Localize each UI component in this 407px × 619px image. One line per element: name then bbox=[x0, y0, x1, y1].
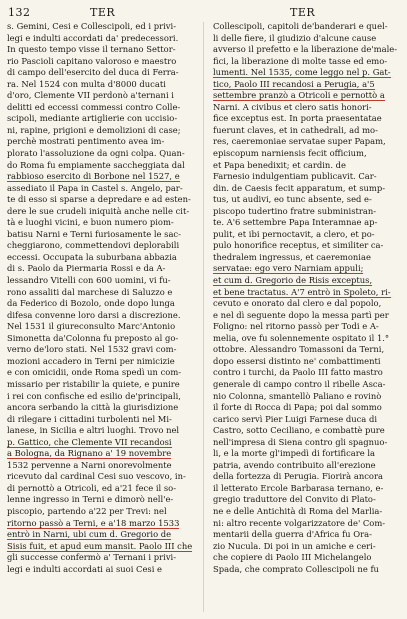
right-column-line: della fortezza di Perugia. Fiorirà ancora bbox=[213, 471, 383, 482]
right-column-line: Castro, sotto Ceciliano, e combattè pure bbox=[213, 425, 385, 436]
right-column-line: il forte di Rocca di Papa; poi dal sommo bbox=[213, 402, 382, 413]
left-column-line: dere le sue crudeli iniquità anche nelle cit- bbox=[7, 205, 190, 216]
left-column-line: In questo tempo visse il ternano Settor- bbox=[7, 44, 176, 55]
underline-annotation: p. Gattico, che Clemente VII recandosi bbox=[7, 436, 172, 447]
right-column-line bbox=[213, 90, 401, 102]
left-column-line: missario per ristabilir la quiete, e punire bbox=[7, 378, 180, 389]
left-column-line: plorato l'assoluzione da ogni colpa. Quan- bbox=[7, 148, 185, 159]
right-column-line: carico servì Pier Luigi Farnese duca di bbox=[213, 413, 378, 424]
right-column-line: fici, la liberazione di molte tasse ed emo- bbox=[213, 55, 388, 66]
right-column-line: il letterato Ercole Barbarasa ternano, e- bbox=[213, 482, 384, 493]
right-column-line bbox=[213, 263, 401, 275]
right-column-line: mentarii della guerra d'Africa fu Ora- bbox=[213, 529, 372, 540]
left-column-line bbox=[7, 529, 195, 541]
right-column-line: gregio traduttore del Convito di Plato- bbox=[213, 494, 376, 505]
left-column-line: 1532 pervenne a Narni onorevolmente bbox=[7, 459, 172, 470]
right-column-line: cevuto e onorato dal clero e dal popolo, bbox=[213, 298, 382, 309]
left-column-line: di campo dell'esercito del duca di Ferra- bbox=[7, 67, 179, 78]
left-column-line: difesa convenne loro darsi a discrezione. bbox=[7, 309, 181, 320]
right-column-line: nell'impresa di Siena contro gli spagnuo- bbox=[213, 436, 388, 447]
left-column-line: perchè mostrati pentimento avea im- bbox=[7, 136, 165, 147]
left-column-line: rio Pascioli capitano valoroso e maestro bbox=[7, 55, 177, 66]
left-column-line: ra. Nel 1524 con multa d'8000 ducati bbox=[7, 78, 166, 89]
left-column-line: cheggiarono, commettendovi deplorabili bbox=[7, 240, 180, 251]
left-column-line: mozioni accadero in Terni per nimicizie bbox=[7, 355, 175, 366]
right-column-line: pulo honorifice receptus, et similiter ca- bbox=[213, 240, 384, 251]
left-column-line: ni, rapine, prigioni e demolizioni di case; bbox=[7, 124, 181, 135]
right-column-line: e nel dì seguente dopo la messa partì per bbox=[213, 309, 389, 320]
right-column-line: ni: altro recente volgarizzatore de' Com- bbox=[213, 517, 386, 528]
right-column-line: din. de Caesis fecit apparatum, et sump- bbox=[213, 182, 386, 193]
running-head-right: TER bbox=[290, 6, 316, 19]
left-column-line: delitti ed eccessi commessi contro Colle- bbox=[7, 101, 181, 112]
left-column-line: di s. Paolo da Piermaria Rossi e da A- bbox=[7, 263, 166, 274]
right-column-line: contro i turchi, da Paolo III fatto mastro bbox=[213, 367, 383, 378]
underline-annotation: entrò in Narni, ubi cum d. Gregorio de bbox=[7, 529, 172, 540]
right-column-line: dopo essersi distinto ne' combattimenti bbox=[213, 355, 381, 366]
right-column-line: melia, ove fu solennemente ospitato il 1.° bbox=[213, 332, 390, 343]
left-column-line: piscopio, partendo a'22 per Trevi: nel bbox=[7, 505, 167, 516]
left-column-line: te di esso si sparse a depredare e ad esten- bbox=[7, 194, 191, 205]
left-column-line: i rei con confische ed esilio de'principali, bbox=[7, 390, 181, 401]
left-column-line: s. Gemini, Cesi e Collescipoli, ed i privi- bbox=[7, 21, 177, 31]
right-column-line: generale di campo contro il ribelle Asca- bbox=[213, 378, 386, 389]
left-column-line: gli successe confermò a' Ternani i privi- bbox=[7, 552, 177, 563]
left-column-line: di pernottò a Otricoli, ed a'21 fece il so- bbox=[7, 482, 177, 493]
right-column-line bbox=[213, 287, 401, 299]
right-column-line: ne e delle Antichità di Roma del Marlia- bbox=[213, 505, 383, 516]
right-column-line: nio Colonna, smantellò Paliano e rovinò bbox=[213, 390, 382, 401]
right-column-line: zio Nucula. Di poi in un amiche e ceri- bbox=[213, 540, 376, 551]
left-column-line: ricevuto dal cardinal Cesi suo vescovo, in- bbox=[7, 471, 186, 482]
right-column-line: fuerunt claves, et in cathedrali, ad mo- bbox=[213, 124, 378, 135]
right-column-line: li, e la morte gl'impedì di fortificare la bbox=[213, 448, 376, 459]
left-column-line: e con omicidii, onde Roma spedì un com- bbox=[7, 367, 182, 378]
left-column-line: verno de'loro stati. Nel 1532 gravi com- bbox=[7, 344, 177, 355]
underline-annotation: rabbioso esercito di Borbone nel 1527, e bbox=[7, 171, 180, 182]
left-column-line: assediato il Papa in Castel s. Angelo, par- bbox=[7, 182, 183, 193]
left-column-line: Nel 1531 il giureconsulto Marc'Antonio bbox=[7, 321, 176, 332]
right-column-line: Farnesio indulgentiam publicavit. Car- bbox=[213, 171, 377, 182]
right-column-line: Collescipoli, capitoli de'banderari e quel- bbox=[213, 21, 388, 31]
underline-annotation: lumenti. Nel 1535, come leggo nel p. Gat- bbox=[213, 67, 391, 78]
right-column-line: patria, avendo contribuito all'erezione bbox=[213, 459, 376, 470]
right-column-line: Narni. A civibus et clero satis honori- bbox=[213, 101, 372, 112]
right-column-line: Spada, che comprato Collescipoli ne fu bbox=[213, 563, 379, 574]
underline-annotation: et cum d. Gregorio de Risis exceptus, bbox=[213, 275, 373, 286]
left-column-line: eccessi. Occupata la suburbana abbazia bbox=[7, 251, 177, 262]
left-column-line: do Roma fu empiamente saccheggiata dal bbox=[7, 159, 185, 170]
right-column-line: thedralem ingressus, et caeremoniae bbox=[213, 251, 371, 262]
left-column-line: ancora serbando la città la giurisdizione bbox=[7, 402, 179, 413]
right-column-line: res, caeremoniae servatae super Papam, bbox=[213, 136, 386, 147]
left-column-line: di rilegare i cittadini turbolenti nel Mi- bbox=[7, 413, 172, 424]
left-column-line: lessandro Vitelli con 600 uomini, vi fu- bbox=[7, 275, 171, 286]
left-column-line: d'oro, Clemente VII perdonò a'ternani i bbox=[7, 90, 174, 101]
right-column-line: episcopum narniensis fecit officium, bbox=[213, 148, 367, 159]
underline-annotation: ritorno passò a Terni, e a'18 marzo 1533 bbox=[7, 517, 180, 528]
right-column-line bbox=[213, 67, 401, 79]
right-column-line: tus, ut audivi, eo tunc absente, sed e- bbox=[213, 194, 372, 205]
left-column-line bbox=[7, 541, 195, 553]
left-column-line: lanese, in Sicilia e altri luoghi. Trovo nel bbox=[7, 425, 180, 436]
right-column-line: te. A'6 settembre Papa Interamnae ap- bbox=[213, 217, 378, 228]
right-column-line: fice exceptus est. In porta praesentatae bbox=[213, 113, 382, 124]
left-column bbox=[7, 21, 195, 575]
left-column-line: rono assaliti dal marchese di Saluzzo e bbox=[7, 286, 173, 297]
underline-annotation: et bene tractatus. A'7 entrò in Spoleto, ri- bbox=[213, 286, 391, 297]
running-head-left: TER bbox=[90, 6, 116, 19]
left-column-line bbox=[7, 437, 195, 449]
left-column-line: legi e indulti accordati ai suoi Cesi e bbox=[7, 563, 163, 574]
left-column-line: batisu Narni e Terni furiosamente le sac- bbox=[7, 228, 181, 239]
underline-annotation: settembre pranzò a Otricoli e pernottò a bbox=[213, 90, 385, 101]
left-column-line bbox=[7, 518, 195, 530]
left-column-line bbox=[7, 448, 195, 460]
left-column-line: tà e luoghi vicini, e buon numero piom- bbox=[7, 217, 174, 228]
underline-annotation: Sisis fuit, et apud eum mansit. Paolo III che bbox=[7, 540, 193, 551]
right-column-line: et Papa benedixit; et cardin. de bbox=[213, 159, 346, 170]
right-column-line bbox=[213, 79, 401, 91]
left-column-line: legi e indulti accordati da' predecessori. bbox=[7, 32, 179, 43]
right-column-line: Foligno: nel ritorno passò per Todi e A- bbox=[213, 321, 379, 332]
right-column-line: li delle fiere, il giudizio d'alcune cause bbox=[213, 32, 377, 43]
right-column-line: avverso il prefetto e la liberazione de'male- bbox=[213, 44, 398, 55]
underline-annotation: servatae: ego vero Narniam appuli; bbox=[213, 263, 364, 274]
right-column-line bbox=[213, 275, 401, 287]
left-column-line: scipoli, mediante artiglierie con uccisio- bbox=[7, 113, 178, 124]
underline-annotation: tico, Paolo III recandosi a Perugia, a'5 bbox=[213, 78, 375, 89]
right-column-line: che copiere di Paolo III Michelangelo bbox=[213, 552, 372, 563]
left-column-line: da Federico di Bozolo, onde dopo lunga bbox=[7, 298, 175, 309]
right-column-line: ottobre. Alessandro Tomassoni da Terni, bbox=[213, 344, 385, 355]
page-number: 132 bbox=[8, 6, 31, 19]
left-column-line: Simonetta da'Colonna fu preposto al go- bbox=[7, 332, 179, 343]
underline-annotation: a Bologna, da Rignano a' 19 novembre bbox=[7, 448, 172, 459]
left-column-line: lenne ingresso in Terni e dimorò nell'e- bbox=[7, 494, 174, 505]
right-column-line: piscopo tudertino fratre subministran- bbox=[213, 205, 377, 216]
right-column-line: pulit, et ibi pernoctavit, a clero, et po- bbox=[213, 228, 375, 239]
left-column-line bbox=[7, 171, 195, 183]
column-divider bbox=[203, 22, 204, 612]
right-column bbox=[213, 21, 401, 575]
